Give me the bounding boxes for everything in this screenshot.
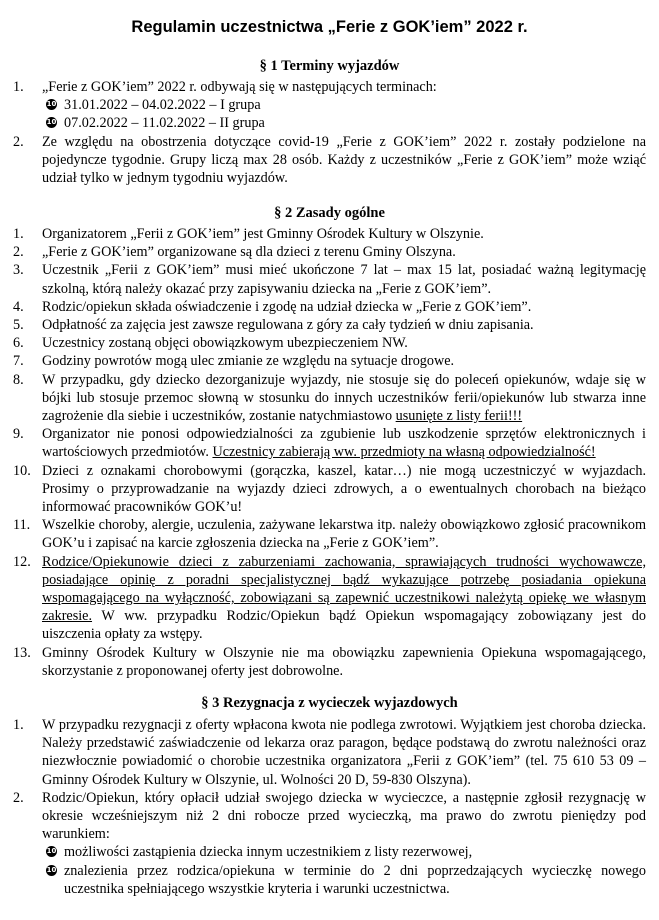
document-title: Regulamin uczestnictwa „Ferie z GOK’iem” 2022 r.	[131, 18, 528, 36]
circled-ten-icon: 10	[46, 100, 57, 109]
item-number: 5.	[13, 317, 24, 334]
list-item	[0, 243, 659, 261]
item-text: Godziny powrotów mogą ulec zmianie ze względu na sytuacje drogowe.	[42, 353, 455, 370]
item-text: Wszelkie choroby, alergie, uczulenia, zażywane lekarstwa itp. należy obowiązkowo zgłosić pracownikom GOK’u i zapisać na karcie zgłoszenia dziecka na „Ferie z GOK’iem”.	[42, 517, 646, 552]
circled-ten-icon: 10	[46, 118, 57, 127]
item-number: 12.	[13, 553, 31, 570]
item-number: 1.	[13, 717, 24, 733]
sub-item-text: 07.02.2022 – 11.02.2022 – II grupa	[64, 115, 265, 132]
item-number: 8.	[13, 371, 24, 388]
item-text: Rodzic/Opiekun, który opłacił udział swojego dziecka w wycieczce, a następnie zgłosił rezygnację w okresie wcześniejszym niż 2 dni robocze przed wycieczką, ma prawo do zwrotu pieniędzy pod warunkiem:	[42, 789, 646, 843]
item-text: Odpłatność za zajęcia jest zawsze regulowana z góry za cały tydzień w dniu zapisania.	[42, 317, 534, 334]
sub-item-text: możliwości zastąpienia dziecka innym uczestnikiem z listy rezerwowej,	[64, 844, 473, 861]
item-text-underlined: usunięte z listy ferii!!!	[395, 408, 523, 425]
section-heading-terminy: § 1 Terminy wyjazdów	[259, 58, 400, 74]
list-item	[0, 133, 659, 188]
item-text: Gminny Ośrodek Kultury w Olszynie nie ma obowiązku zapewnienia Opiekuna wspomagającego, skorzystanie z proponowanej oferty jest dobrowolne.	[42, 644, 646, 679]
item-number: 4.	[13, 298, 24, 315]
section-heading-rezygnacja: § 3 Rezygnacja z wycieczek wyjazdowych	[201, 695, 458, 711]
sub-list-item	[42, 843, 646, 861]
sub-item-text: 31.01.2022 – 04.02.2022 – I grupa	[64, 97, 261, 114]
item-text: Rodzic/opiekun składa oświadczenie i zgodę na udział dziecka w „Ferie z GOK’iem”.	[42, 298, 532, 315]
item-number: 10.	[13, 462, 31, 479]
list-item	[0, 644, 659, 680]
sub-list-item	[42, 96, 646, 114]
item-number: 11.	[13, 517, 31, 534]
item-text: Uczestnicy zostaną objęci obowiązkowym ubezpieczeniem NW.	[42, 335, 408, 352]
item-text: Organizator nie ponosi odpowiedzialności za zgubienie lub uszkodzenie sprzętów elektronicznych i wartościowych przedmiotów.	[42, 426, 646, 461]
item-number: 7.	[13, 353, 24, 370]
item-number: 13.	[13, 644, 31, 661]
circled-ten-icon: 10	[46, 847, 57, 856]
list-item	[0, 334, 659, 352]
item-number: 1.	[13, 79, 24, 95]
item-text: W ww. przypadku Rodzic/Opiekun bądź Opiekun wspomagający zobowiązany jest do uiszczenia opłaty za wstępy.	[42, 608, 646, 643]
sub-list-item	[42, 862, 646, 898]
list-item	[0, 225, 659, 243]
list-item	[0, 371, 659, 426]
item-text: „Ferie z GOK’iem” 2022 r. odbywają się w następujących terminach:	[42, 79, 437, 95]
item-text: Ze względu na obostrzenia dotyczące covid-19 „Ferie z GOK’iem” 2022 r. zostały podzielone na pojedyncze tygodnie. Grupy liczą max 28 osób. Każdy z uczestników „Ferie z GOK’iem” może wziąć udział tylko w jednym tygodniu wyjazdów.	[42, 133, 646, 187]
list-item	[0, 298, 659, 316]
item-number: 3.	[13, 262, 24, 279]
item-number: 9.	[13, 426, 24, 443]
item-text: Uczestnik „Ferii z GOK’iem” musi mieć ukończone 7 lat – max 15 lat, posiadać ważną legitymację szkolną, którą należy okazać przy zapisywaniu dziecka na „Ferie z GOK’iem”.	[42, 262, 646, 297]
list-item	[0, 716, 659, 789]
item-text-underlined: Rodzice/Opiekunowie dzieci z zaburzeniami zachowania, sprawiających trudności wychowawcze, posiadające opinię z poradni specjalistycznej bądź wykazujące potrzebę posiadania opiekuna wspomagającego na wyłączność, zobowiązani są zapewnić uczestnikowi należytą opiekę we własnym zakresie.	[42, 553, 646, 625]
item-text: Organizatorem „Ferii z GOK’iem” jest Gminny Ośrodek Kultury w Olszynie.	[42, 226, 484, 242]
list-item	[0, 78, 659, 133]
item-text: „Ferie z GOK’iem” organizowane są dla dzieci z terenu Gminy Olszyna.	[42, 244, 456, 261]
list-item	[0, 316, 659, 334]
item-number: 2.	[13, 244, 24, 261]
section-heading-zasady: § 2 Zasady ogólne	[274, 205, 385, 221]
list-item	[0, 462, 659, 517]
item-number: 2.	[13, 133, 24, 150]
sub-list-item	[42, 114, 646, 132]
item-text: W przypadku rezygnacji z oferty wpłacona kwota nie podlega zwrotowi. Wyjątkiem jest choroba dziecka. Należy przedstawić zaświadczenie od lekarza oraz paragon, będące podstawą do zwrotu należności oraz niezwłocznie powiadomić o chorobie uczestnika organizatora „Ferii z GOK’iem” (tel. 75 610 53 09 – Gminny Ośrodek Kultury w Olszynie, ul. Wolności 20 D, 59-830 Olszyna).	[42, 717, 646, 788]
list-item	[0, 516, 659, 552]
item-text: Dzieci z oznakami chorobowymi (gorączka, kaszel, katar…) nie mogą uczestniczyć w wyjazdach. Prosimy o przyprowadzanie na wyjazdy dzieci zdrowych, a o ewentualnych chorobach na bieżąco informować pracowników GOK’u!	[42, 462, 646, 516]
list-item	[0, 261, 659, 297]
list-item	[0, 789, 659, 898]
item-number: 1.	[13, 226, 24, 242]
section-3-list	[0, 716, 659, 898]
item-number: 6.	[13, 335, 24, 352]
item-text-underlined: Uczestnicy zabierają ww. przedmioty na własną odpowiedzialność!	[212, 444, 596, 461]
list-item	[0, 352, 659, 370]
circled-ten-icon: 10	[46, 865, 57, 874]
item-number: 2.	[13, 789, 24, 806]
list-item	[0, 553, 659, 644]
sub-item-text: znalezienia przez rodzica/opiekuna w terminie do 2 dni poprzedzających wycieczkę nowego uczestnika spełniającego wszystkie kryteria i warunki uczestnictwa.	[64, 862, 646, 897]
list-item	[0, 425, 659, 461]
section-1-list	[0, 78, 659, 187]
section-2-list	[0, 225, 659, 680]
item-text: W przypadku, gdy dziecko dezorganizuje wyjazdy, nie stosuje się do poleceń opiekunów, wdaje się w bójki lub stosuje przemoc słowną w stosunku do innych uczestników ferii/opiekunów lub stwarza inne zagrożenie dla siebie i uczestników, zostanie natychmiastowo	[42, 371, 646, 425]
